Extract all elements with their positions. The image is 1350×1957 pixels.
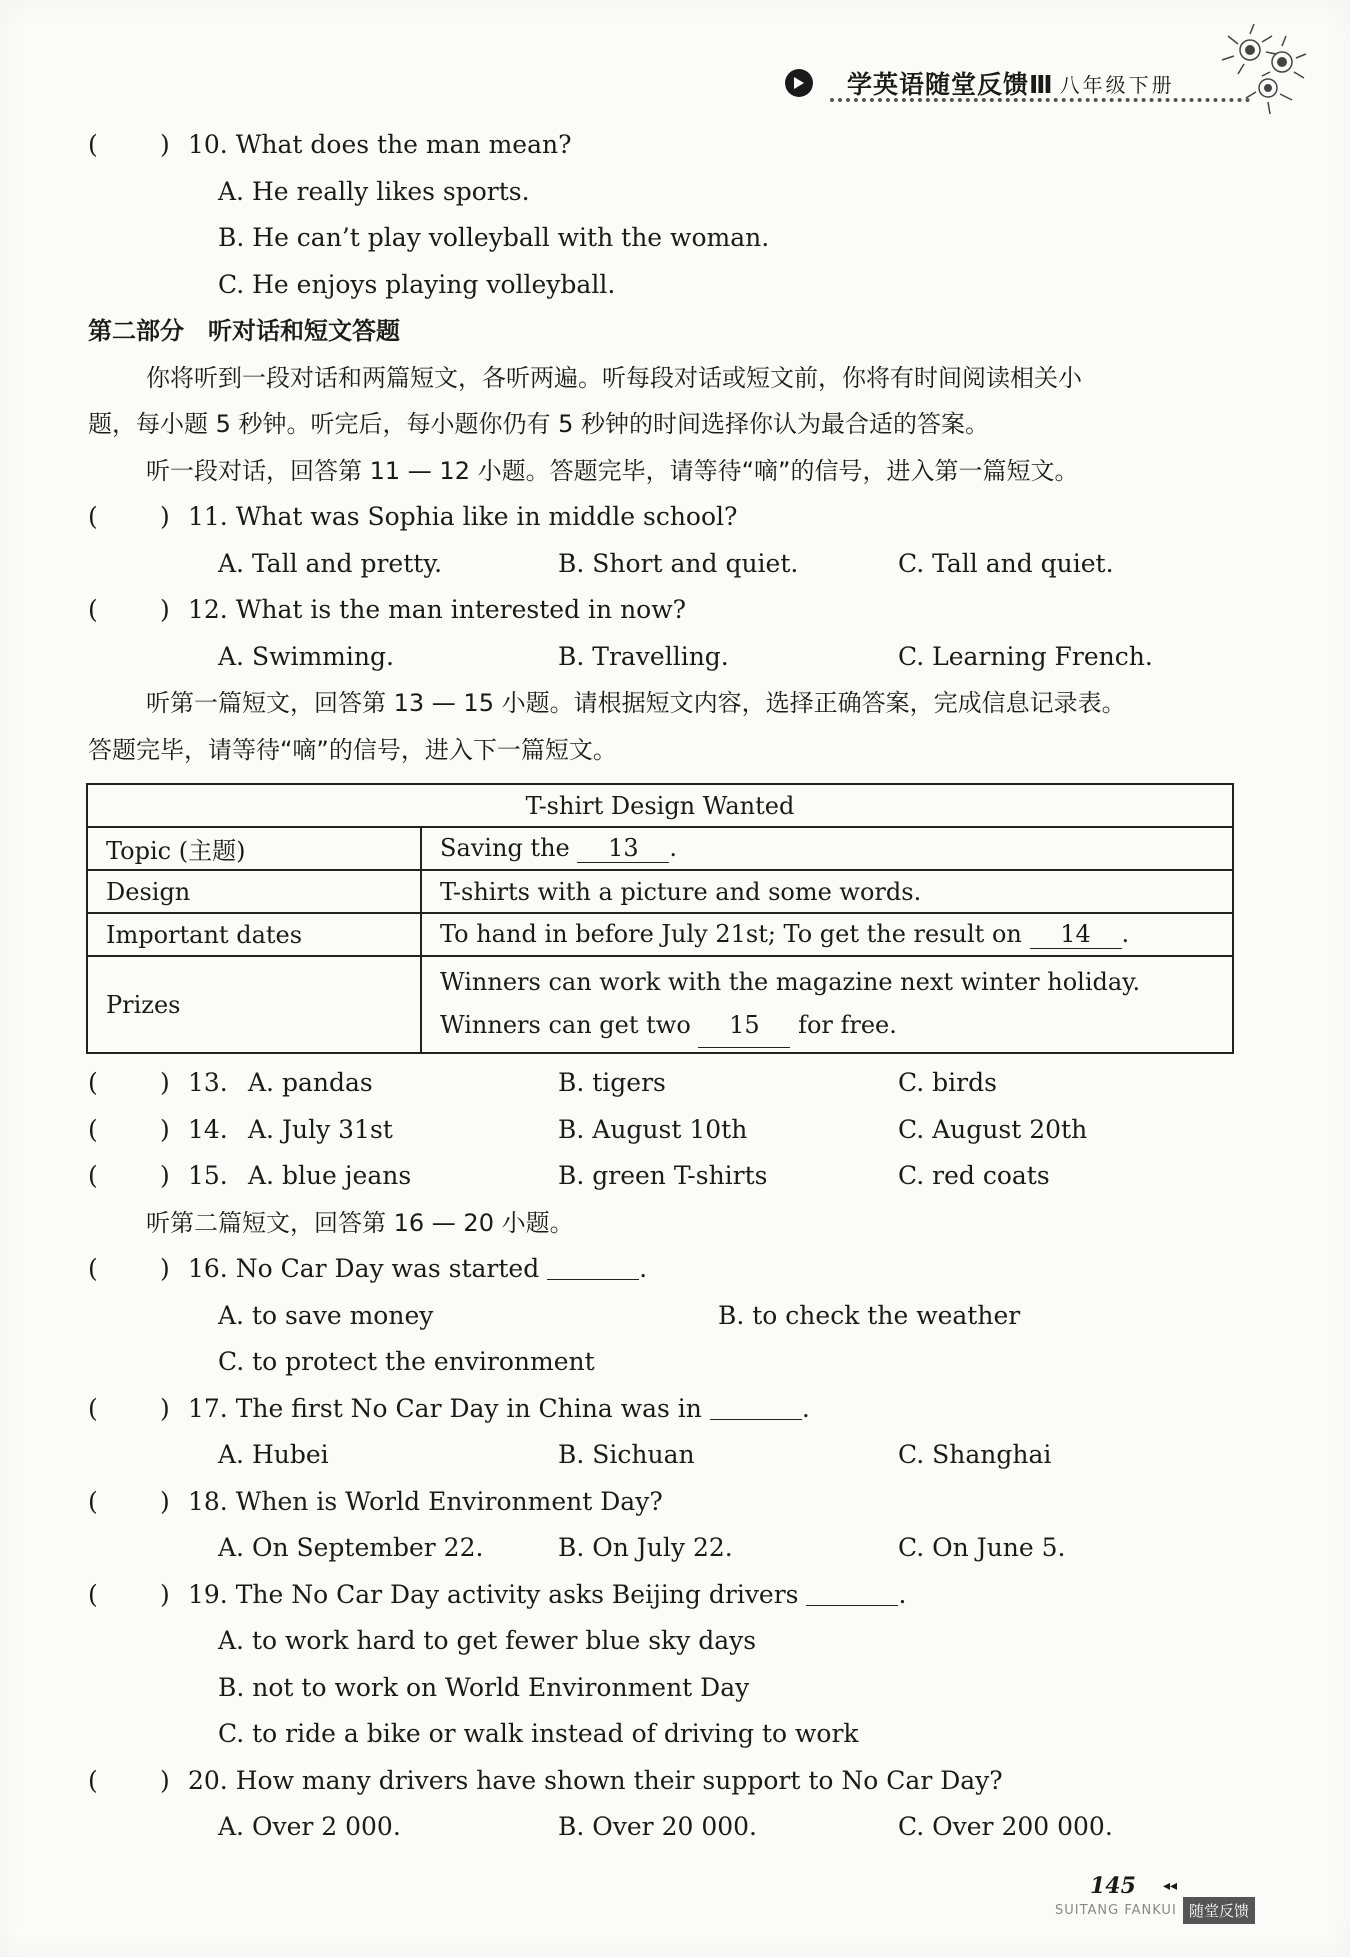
table-cell-label: Important dates xyxy=(87,913,421,956)
footer-brand: SUITANG FANKUI xyxy=(1055,1903,1177,1918)
question-number: 20. xyxy=(188,1765,228,1795)
question-text: What does the man mean? xyxy=(235,130,572,159)
answer-blank[interactable] xyxy=(806,1581,898,1606)
option[interactable]: B. to check the weather xyxy=(718,1300,1021,1330)
question-12: ( ) 12. What is the man interested in now? xyxy=(88,587,1248,634)
table-cell-value: Saving the 13 . xyxy=(421,827,1233,870)
option[interactable]: C. Over 200 000. xyxy=(898,1812,1113,1841)
question-16: ( ) 16. No Car Day was started . xyxy=(88,1246,1248,1293)
option[interactable]: B. Short and quiet. xyxy=(558,548,799,578)
table-row xyxy=(87,827,1233,870)
instruction-text: 答题完毕，请等待“嘀”的信号，进入下一篇短文。 xyxy=(88,735,617,764)
question-17: ( ) 17. The first No Car Day in China was in . xyxy=(88,1386,1248,1433)
instruction-text: 你将听到一段对话和两篇短文，各听两遍。听每段对话或短文前，你将有时间阅读相关小 xyxy=(146,363,1082,392)
question-number: 12. xyxy=(188,595,228,624)
table-cell-label: Prizes xyxy=(87,956,421,1053)
question-20: ( ) 20. How many drivers have shown their support to No Car Day? xyxy=(88,1758,1248,1805)
option[interactable]: A. July 31st xyxy=(248,1114,393,1144)
play-icon xyxy=(785,69,813,97)
option[interactable]: A. to save money xyxy=(218,1300,434,1330)
options-row xyxy=(88,634,1248,681)
option[interactable]: C. August 20th xyxy=(898,1114,1088,1144)
back-arrows-icon: ◂◂ xyxy=(1163,1878,1178,1894)
instruction-text: 听第一篇短文，回答第 13 — 15 小题。请根据短文内容，选择正确答案，完成信息记录表。 xyxy=(146,689,1126,717)
question-text: No Car Day was started xyxy=(235,1254,540,1283)
option[interactable]: A. blue jeans xyxy=(248,1161,412,1190)
question-text: What was Sophia like in middle school? xyxy=(235,502,738,531)
footer-tag: 随堂反馈 xyxy=(1183,1897,1255,1924)
option[interactable]: C. red coats xyxy=(898,1161,1050,1190)
instruction-text: 题，每小题 5 秒钟。听完后，每小题你仍有 5 秒钟的时间选择你认为最合适的答案。 xyxy=(88,410,990,438)
option[interactable]: A. Over 2 000. xyxy=(218,1812,401,1841)
question-text: How many drivers have shown their support to No Car Day? xyxy=(235,1765,1003,1795)
question-number: 11. xyxy=(188,502,228,531)
options-row xyxy=(88,1525,1248,1572)
header-divider xyxy=(830,98,1250,102)
option[interactable]: B. On July 22. xyxy=(558,1533,733,1562)
answer-blank[interactable] xyxy=(547,1255,639,1280)
instruction-text: 听第二篇短文，回答第 16 — 20 小题。 xyxy=(146,1208,574,1237)
question-text: The No Car Day activity asks Beijing drivers xyxy=(235,1579,799,1609)
answer-blank-15[interactable]: 15 xyxy=(698,1004,790,1048)
worksheet-content xyxy=(88,122,1248,1851)
table-cell-value: T-shirts with a picture and some words. xyxy=(421,870,1233,913)
option[interactable]: B. August 10th xyxy=(558,1114,748,1144)
question-number: 10. xyxy=(188,130,228,159)
question-19: ( ) 19. The No Car Day activity asks Beijing drivers . xyxy=(88,1572,1248,1619)
option[interactable]: C. birds xyxy=(898,1068,997,1097)
section-title: 第二部分 听对话和短文答题 xyxy=(88,317,400,345)
option[interactable]: B. green T-shirts xyxy=(558,1161,768,1190)
answer-blank[interactable] xyxy=(710,1395,802,1420)
table-title: T-shirt Design Wanted xyxy=(87,784,1233,827)
question-number: 14. xyxy=(188,1114,228,1144)
option[interactable]: C. Learning French. xyxy=(898,641,1153,671)
option[interactable]: A. Swimming. xyxy=(218,641,394,671)
table-cell-value: Winners can work with the magazine next winter holiday. Winners can get two 15 for free. xyxy=(421,956,1233,1053)
option[interactable]: B. Travelling. xyxy=(558,641,729,671)
option[interactable]: A. Hubei xyxy=(218,1440,329,1469)
option[interactable]: B. tigers xyxy=(558,1068,666,1097)
table-cell-label: Design xyxy=(87,870,421,913)
answer-blank-14[interactable]: 14 xyxy=(1030,920,1122,949)
info-table xyxy=(86,783,1234,1054)
answer-blank-13[interactable]: 13 xyxy=(577,834,669,863)
option[interactable]: A. He really likes sports. xyxy=(218,176,530,206)
table-row xyxy=(87,956,1233,1053)
option[interactable]: C. to ride a bike or walk instead of driving to work xyxy=(218,1719,859,1748)
option[interactable]: B. Over 20 000. xyxy=(558,1812,757,1841)
options-row xyxy=(88,1432,1248,1479)
header-subtitle: 八年级下册 xyxy=(1059,72,1175,97)
question-11: ( ) 11. What was Sophia like in middle school? xyxy=(88,494,1248,541)
header-title: 学英语随堂反馈Ⅲ xyxy=(847,70,1054,99)
question-14: ( ) 14. A. July 31st B. August 10th C. August 20th xyxy=(88,1107,1248,1154)
option[interactable]: C. to protect the environment xyxy=(218,1347,595,1376)
table-cell-value: To hand in before July 21st; To get the result on 14 . xyxy=(421,913,1233,956)
question-text: The first No Car Day in China was in xyxy=(235,1393,702,1423)
table-row xyxy=(87,870,1233,913)
question-text: When is World Environment Day? xyxy=(235,1486,663,1516)
question-number: 13. xyxy=(188,1068,228,1097)
options-row xyxy=(88,1293,1248,1340)
table-cell-label: Topic (主题) xyxy=(87,827,421,870)
question-text: What is the man interested in now? xyxy=(235,595,687,624)
options-row xyxy=(88,1804,1248,1851)
option[interactable]: B. not to work on World Environment Day xyxy=(218,1672,750,1702)
option[interactable]: A. to work hard to get fewer blue sky days xyxy=(218,1626,757,1655)
option[interactable]: A. pandas xyxy=(248,1068,373,1097)
question-number: 16. xyxy=(188,1254,228,1283)
question-number: 17. xyxy=(188,1393,228,1423)
option[interactable]: A. On September 22. xyxy=(218,1533,484,1562)
question-number: 19. xyxy=(188,1579,228,1609)
option[interactable]: C. Tall and quiet. xyxy=(898,548,1114,578)
table-row xyxy=(87,913,1233,956)
option[interactable]: C. Shanghai xyxy=(898,1440,1052,1469)
question-number: 15. xyxy=(188,1161,228,1190)
question-15: ( ) 15. A. blue jeans B. green T-shirts C. red coats xyxy=(88,1153,1248,1200)
instruction-text: 听一段对话，回答第 11 — 12 小题。答题完毕，请等待“嘀”的信号，进入第一篇短文。 xyxy=(146,456,1079,485)
page-number: 145 xyxy=(1090,1873,1136,1899)
question-18: ( ) 18. When is World Environment Day? xyxy=(88,1479,1248,1526)
options-row xyxy=(88,541,1248,588)
option[interactable]: C. On June 5. xyxy=(898,1533,1066,1562)
option[interactable]: B. Sichuan xyxy=(558,1440,695,1469)
option[interactable]: B. He can’t play volleyball with the woman. xyxy=(218,223,770,252)
question-number: 18. xyxy=(188,1486,228,1516)
question-10: ( ) 10. What does the man mean? xyxy=(88,122,1248,169)
question-13: ( ) 13. A. pandas B. tigers C. birds xyxy=(88,1060,1248,1107)
option[interactable]: C. He enjoys playing volleyball. xyxy=(218,269,616,299)
option[interactable]: A. Tall and pretty. xyxy=(218,548,443,578)
